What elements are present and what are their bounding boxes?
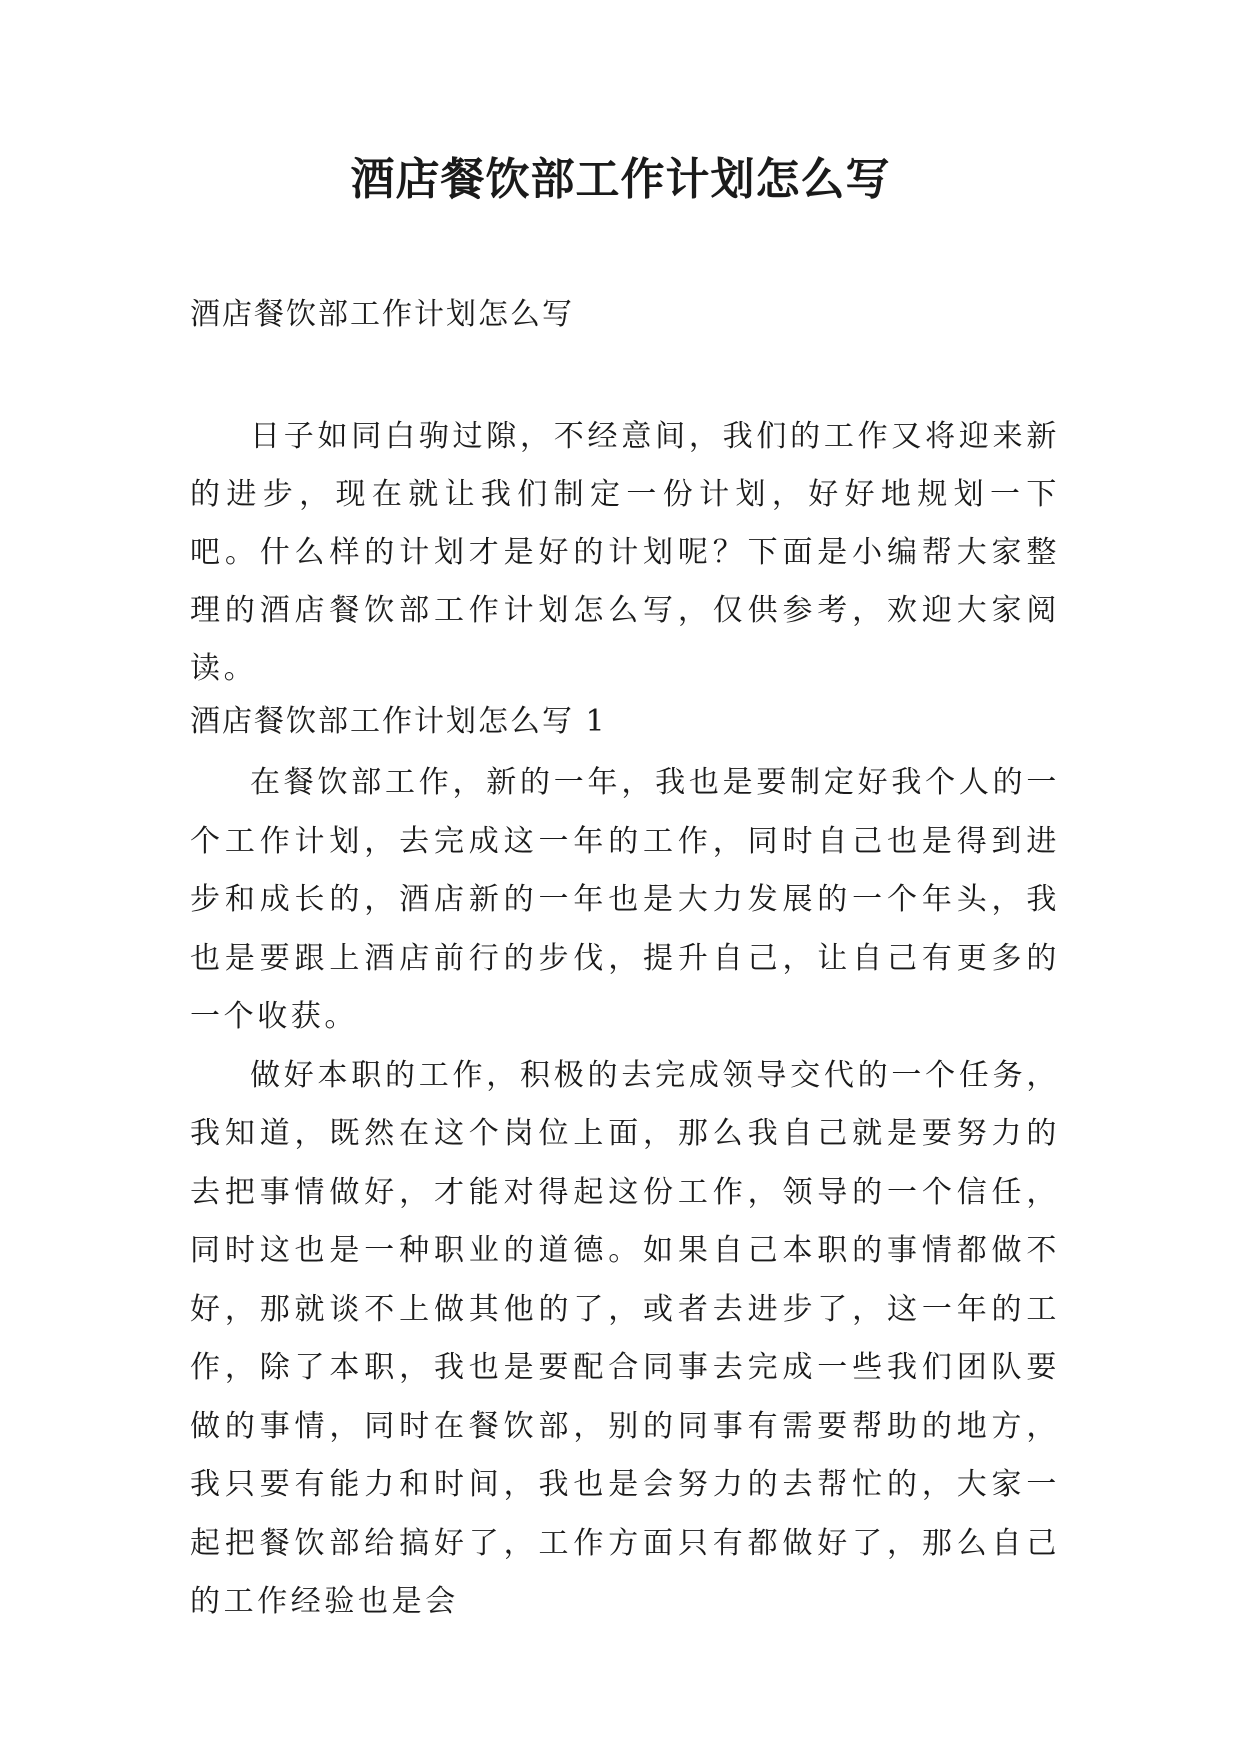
section-body — [190, 754, 1060, 1632]
document-subtitle: 酒店餐饮部工作计划怎么写 — [190, 297, 574, 332]
intro-paragraph: 日子如同白驹过隙，不经意间，我们的工作又将迎来新的进步，现在就让我们制定一份计划，好好地规划一下吧。什么样的计划才是好的计划呢？下面是小编帮大家整理的酒店餐饮部工作计划怎么写，仅供参考，欢迎大家阅读。 — [190, 419, 1060, 686]
body-paragraph-2: 做好本职的工作，积极的去完成领导交代的一个任务，我知道，既然在这个岗位上面，那么我自己就是要努力的去把事情做好，才能对得起这份工作，领导的一个信任，同时这也是一种职业的道德。如果自己本职的事情都做不好，那就谈不上做其他的了，或者去进步了，这一年的工作，除了本职，我也是要配合同事去完成一些我们团队要做的事情，同时在餐饮部，别的同事有需要帮助的地方，我只要有能力和时间，我也是会努力的去帮忙的，大家一起把餐饮部给搞好了，工作方面只有都做好了，那么自己的工作经验也是会 — [190, 1057, 1060, 1619]
document-title: 酒店餐饮部工作计划怎么写 — [350, 154, 891, 205]
section-heading: 酒店餐饮部工作计划怎么写 1 — [190, 704, 607, 739]
body-paragraph-1: 在餐饮部工作，新的一年，我也是要制定好我个人的一个工作计划，去完成这一年的工作，同时自己也是得到进步和成长的，酒店新的一年也是大力发展的一个年头，我也是要跟上酒店前行的步伐，提升自己，让自己有更多的一个收获。 — [190, 765, 1060, 1034]
